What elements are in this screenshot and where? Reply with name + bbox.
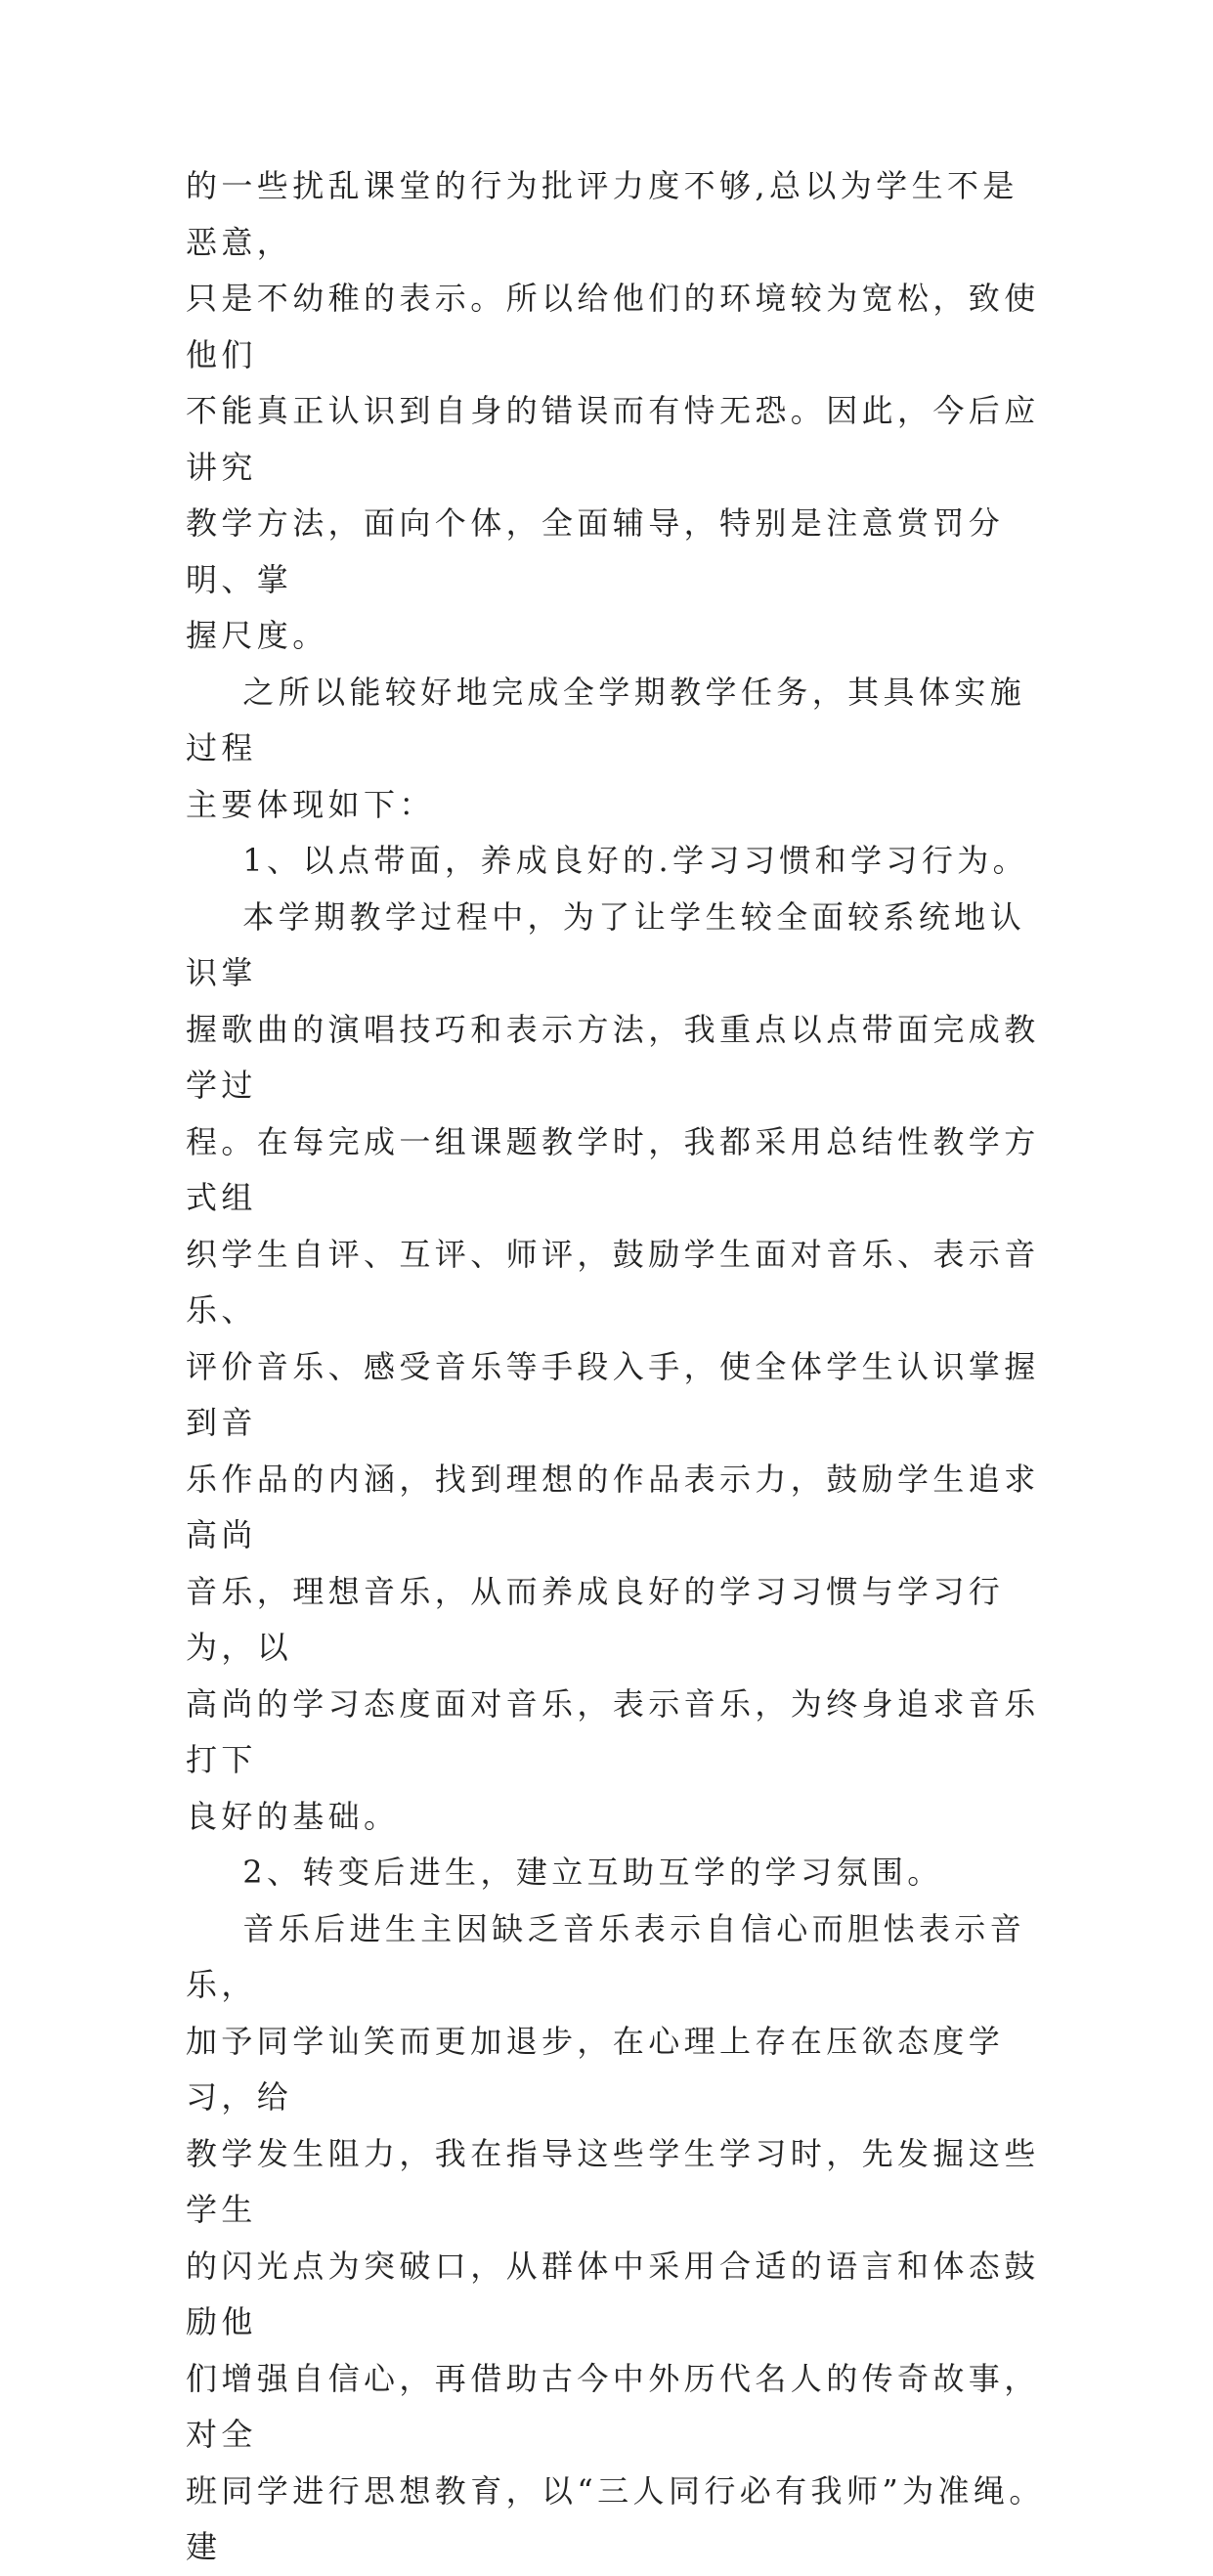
text-line: 良好的基础。 — [186, 1797, 400, 1835]
text-line: 高尚的学习态度面对音乐，表示音乐，为终身追求音乐打下 — [186, 1684, 1040, 1778]
text-line: 程。在每完成一组课题教学时，我都采用总结性教学方式组 — [186, 1122, 1040, 1216]
text-line: 音乐后进生主因缺乏音乐表示自信心而胆怯表示音乐， — [186, 1909, 1026, 2003]
text-line: 的一些扰乱课堂的行为批评力度不够,总以为学生不是恶意， — [186, 167, 1018, 261]
text-line: 握歌曲的演唱技巧和表示方法，我重点以点带面完成教学过 — [186, 1010, 1040, 1104]
text-line: 教学发生阻力，我在指导这些学生学习时，先发掘这些学生 — [186, 2134, 1040, 2228]
text-line: 教学方法，面向个体，全面辅导，特别是注意赏罚分明、掌 — [186, 504, 1005, 598]
text-line: 不能真正认识到自身的错误而有恃无恐。因此，今后应讲究 — [186, 392, 1040, 486]
text-line: 乐作品的内涵，找到理想的作品表示力，鼓励学生追求高尚 — [186, 1460, 1040, 1553]
text-line: 评价音乐、感受音乐等手段入手，使全体学生认识掌握到音 — [186, 1347, 1040, 1441]
text-line: 主要体现如下： — [186, 785, 435, 823]
text-line: 音乐，理想音乐，从而养成良好的学习习惯与学习行为，以 — [186, 1572, 1005, 1666]
text-line: 加予同学讪笑而更加退步，在心理上存在压欲态度学习，给 — [186, 2022, 1005, 2116]
text-line: 之所以能较好地完成全学期教学任务，其具体实施过程 — [186, 673, 1026, 766]
text-line: 的闪光点为突破口，从群体中采用合适的语言和体态鼓励他 — [186, 2247, 1040, 2340]
text-line: 们增强自信心，再借助古今中外历代名人的传奇故事，对全 — [186, 2359, 1040, 2453]
text-line: 只是不幼稚的表示。所以给他们的环境较为宽松，致使他们 — [186, 280, 1040, 373]
text-line: 班同学进行思想教育，以“三人同行必有我师”为准绳。建 — [186, 2471, 1045, 2565]
body-text — [186, 158, 1046, 2576]
text-line: 1、以点带面，养成良好的.学习习惯和学习行为。 — [186, 842, 1029, 879]
text-line: 织学生自评、互评、师评，鼓励学生面对音乐、表示音乐、 — [186, 1235, 1040, 1329]
text-line: 本学期教学过程中，为了让学生较全面较系统地认识掌 — [186, 897, 1026, 991]
text-line: 握尺度。 — [186, 617, 328, 654]
text-line: 2、转变后进生，建立互助互学的学习氛围。 — [186, 1854, 943, 1891]
